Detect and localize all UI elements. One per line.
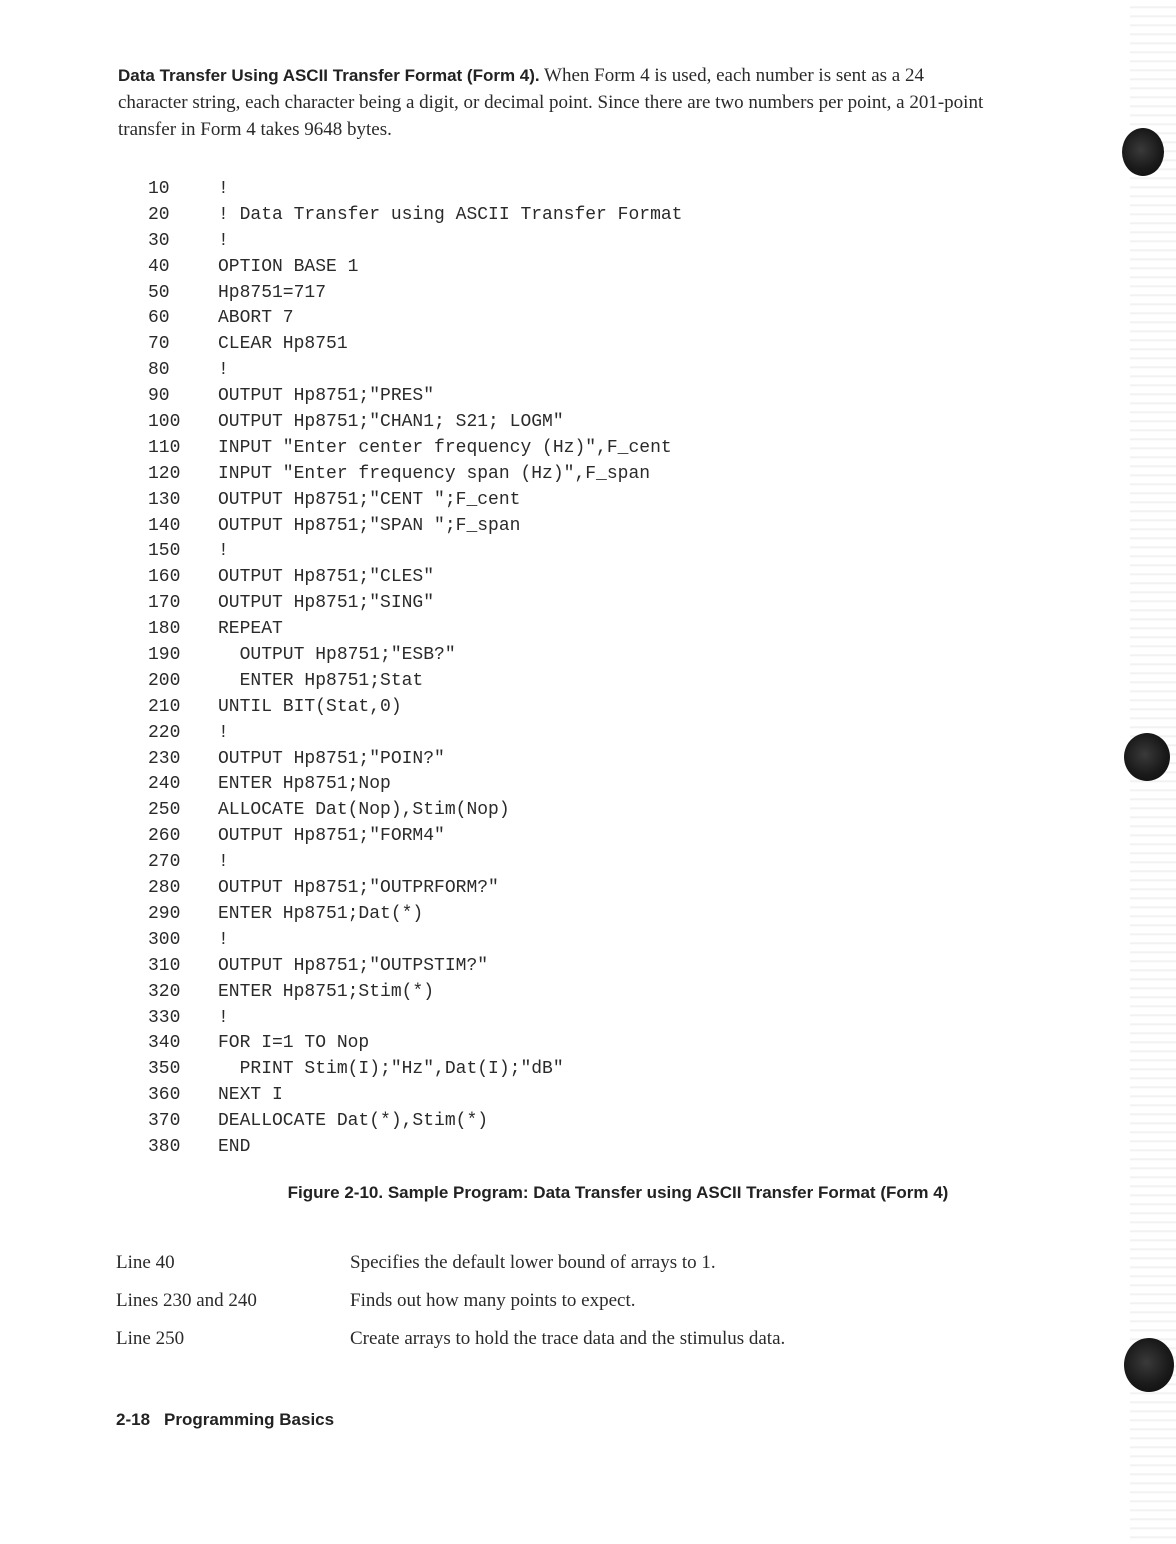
- code-statement: PRINT Stim(I);"Hz",Dat(I);"dB": [218, 1059, 564, 1080]
- code-line: [148, 928, 682, 954]
- line-number: 220: [148, 722, 181, 743]
- line-number: 100: [148, 412, 181, 433]
- code-statement: !: [218, 541, 229, 562]
- code-statement: INPUT "Enter center frequency (Hz)",F_cent: [218, 437, 672, 458]
- code-line: [148, 850, 682, 876]
- definition-description: Create arrays to hold the trace data and the stimulus data.: [350, 1328, 786, 1349]
- code-line: [148, 798, 682, 824]
- line-number: 200: [148, 670, 181, 691]
- section-title: Programming Basics: [164, 1410, 335, 1429]
- figure-caption: Figure 2-10. Sample Program: Data Transfer using ASCII Transfer Format (Form 4): [287, 1183, 949, 1202]
- definition-description: Finds out how many points to expect.: [350, 1290, 636, 1311]
- code-line: [148, 177, 682, 203]
- code-statement: OUTPUT Hp8751;"OUTPRFORM?": [218, 878, 499, 899]
- code-statement: OUTPUT Hp8751;"ESB?": [218, 645, 456, 666]
- code-statement: OPTION BASE 1: [218, 256, 359, 277]
- line-number: 350: [148, 1059, 181, 1080]
- intro-paragraph: [118, 62, 998, 143]
- line-number: 30: [148, 230, 170, 251]
- code-line: [148, 281, 682, 307]
- code-statement: OUTPUT Hp8751;"SPAN ";F_span: [218, 515, 521, 536]
- code-statement: OUTPUT Hp8751;"PRES": [218, 386, 435, 407]
- line-number: 250: [148, 800, 181, 821]
- binder-hole-bottom: [1124, 1338, 1174, 1392]
- code-line: [148, 824, 682, 850]
- code-line: [148, 980, 682, 1006]
- code-statement: OUTPUT Hp8751;"CENT ";F_cent: [218, 489, 521, 510]
- line-number: 230: [148, 748, 181, 769]
- code-statement: REPEAT: [218, 619, 283, 640]
- code-statement: !: [218, 179, 229, 199]
- code-line: [148, 565, 682, 591]
- line-number: 370: [148, 1111, 181, 1132]
- code-line: [148, 462, 682, 488]
- code-line: [148, 384, 682, 410]
- line-number: 180: [148, 619, 181, 640]
- code-statement: CLEAR Hp8751: [218, 334, 348, 355]
- code-line: [148, 203, 682, 229]
- code-line: [148, 876, 682, 902]
- code-statement: !: [218, 852, 229, 873]
- line-number: 60: [148, 308, 170, 329]
- code-statement: INPUT "Enter frequency span (Hz)",F_span: [218, 463, 651, 484]
- code-line: [148, 539, 682, 565]
- definition-term: Line 40: [116, 1252, 175, 1273]
- code-statement: ENTER Hp8751;Stim(*): [218, 981, 435, 1002]
- line-number: 190: [148, 645, 181, 666]
- line-number: 360: [148, 1085, 181, 1106]
- line-number: 300: [148, 929, 181, 950]
- definition-row: [116, 1287, 785, 1325]
- line-number: 280: [148, 878, 181, 899]
- code-line: [148, 332, 682, 358]
- code-statement: ENTER Hp8751;Nop: [218, 774, 391, 795]
- line-number: 50: [148, 282, 170, 303]
- page-number: 2-18: [116, 1410, 151, 1429]
- code-line: [148, 306, 682, 332]
- code-line: [148, 410, 682, 436]
- binder-hole-top: [1122, 128, 1164, 176]
- line-number: 260: [148, 826, 181, 847]
- line-number: 70: [148, 334, 170, 355]
- code-line: [148, 1057, 682, 1083]
- code-statement: Hp8751=717: [218, 282, 327, 303]
- definition-row: [116, 1325, 785, 1363]
- code-line: [148, 255, 682, 281]
- code-statement: NEXT I: [218, 1085, 283, 1106]
- code-statement: FOR I=1 TO Nop: [218, 1033, 370, 1054]
- code-statement: !: [218, 230, 229, 251]
- line-number: 40: [148, 256, 170, 277]
- definition-term: Line 250: [116, 1328, 185, 1349]
- code-statement: OUTPUT Hp8751;"OUTPSTIM?": [218, 955, 489, 976]
- code-line: [148, 721, 682, 747]
- page-footer: [116, 1410, 334, 1430]
- line-number: 160: [148, 567, 181, 588]
- line-number: 270: [148, 852, 181, 873]
- code-statement: UNTIL BIT(Stat,0): [218, 696, 402, 717]
- code-statement: END: [218, 1136, 251, 1157]
- line-number: 210: [148, 696, 181, 717]
- code-statement: OUTPUT Hp8751;"POIN?": [218, 748, 445, 769]
- code-statement: OUTPUT Hp8751;"SING": [218, 593, 435, 614]
- code-line: [148, 669, 682, 695]
- binder-hole-middle: [1124, 733, 1170, 781]
- code-line: [148, 591, 682, 617]
- line-number: 320: [148, 981, 181, 1002]
- code-statement: OUTPUT Hp8751;"FORM4": [218, 826, 445, 847]
- code-statement: ENTER Hp8751;Stat: [218, 670, 424, 691]
- code-line: [148, 902, 682, 928]
- line-number: 240: [148, 774, 181, 795]
- code-line: [148, 772, 682, 798]
- line-number: 130: [148, 489, 181, 510]
- code-statement: ! Data Transfer using ASCII Transfer Format: [218, 204, 683, 225]
- code-line: [148, 643, 682, 669]
- line-number: 310: [148, 955, 181, 976]
- code-statement: !: [218, 360, 229, 381]
- code-line: [148, 488, 682, 514]
- code-line: [148, 1083, 682, 1109]
- code-line: [148, 1109, 682, 1135]
- code-line: [148, 695, 682, 721]
- code-line: [148, 514, 682, 540]
- code-statement: ENTER Hp8751;Dat(*): [218, 903, 424, 924]
- line-number: 330: [148, 1007, 181, 1028]
- code-line: [148, 229, 682, 255]
- code-statement: !: [218, 1007, 229, 1028]
- code-statement: ABORT 7: [218, 308, 294, 329]
- line-number: 110: [148, 437, 181, 458]
- code-statement: DEALLOCATE Dat(*),Stim(*): [218, 1111, 489, 1132]
- line-number: 20: [148, 204, 170, 225]
- line-number: 10: [148, 179, 170, 199]
- code-statement: OUTPUT Hp8751;"CHAN1; S21; LOGM": [218, 412, 564, 433]
- definition-row: [116, 1249, 785, 1287]
- code-line: [148, 617, 682, 643]
- code-line: [148, 954, 682, 980]
- code-statement: OUTPUT Hp8751;"CLES": [218, 567, 435, 588]
- line-number: 150: [148, 541, 181, 562]
- line-number: 380: [148, 1136, 181, 1157]
- code-statement: !: [218, 722, 229, 743]
- line-number: 290: [148, 903, 181, 924]
- code-statement: !: [218, 929, 229, 950]
- code-line: [148, 1031, 682, 1057]
- definition-term: Lines 230 and 240: [116, 1290, 257, 1311]
- line-number: 170: [148, 593, 181, 614]
- code-statement: ALLOCATE Dat(Nop),Stim(Nop): [218, 800, 510, 821]
- code-line: [148, 747, 682, 773]
- line-number: 90: [148, 386, 170, 407]
- intro-heading: Data Transfer Using ASCII Transfer Format (Form 4).: [118, 66, 540, 85]
- line-number: 340: [148, 1033, 181, 1054]
- code-line: [148, 1135, 682, 1161]
- line-number: 120: [148, 463, 181, 484]
- code-line: [148, 436, 682, 462]
- code-listing: [148, 177, 682, 1161]
- code-line: [148, 358, 682, 384]
- definition-description: Specifies the default lower bound of arrays to 1.: [350, 1252, 716, 1273]
- line-number: 140: [148, 515, 181, 536]
- intro-text: When Form 4 is used, each number is sent as a 24 character string, each character being a digit, or decimal point. Since there are two numbers per point, a 201-point transfer in Form 4 takes 9648 bytes.: [118, 65, 984, 140]
- code-line: [148, 1006, 682, 1032]
- line-definitions: [116, 1249, 785, 1363]
- line-number: 80: [148, 360, 170, 381]
